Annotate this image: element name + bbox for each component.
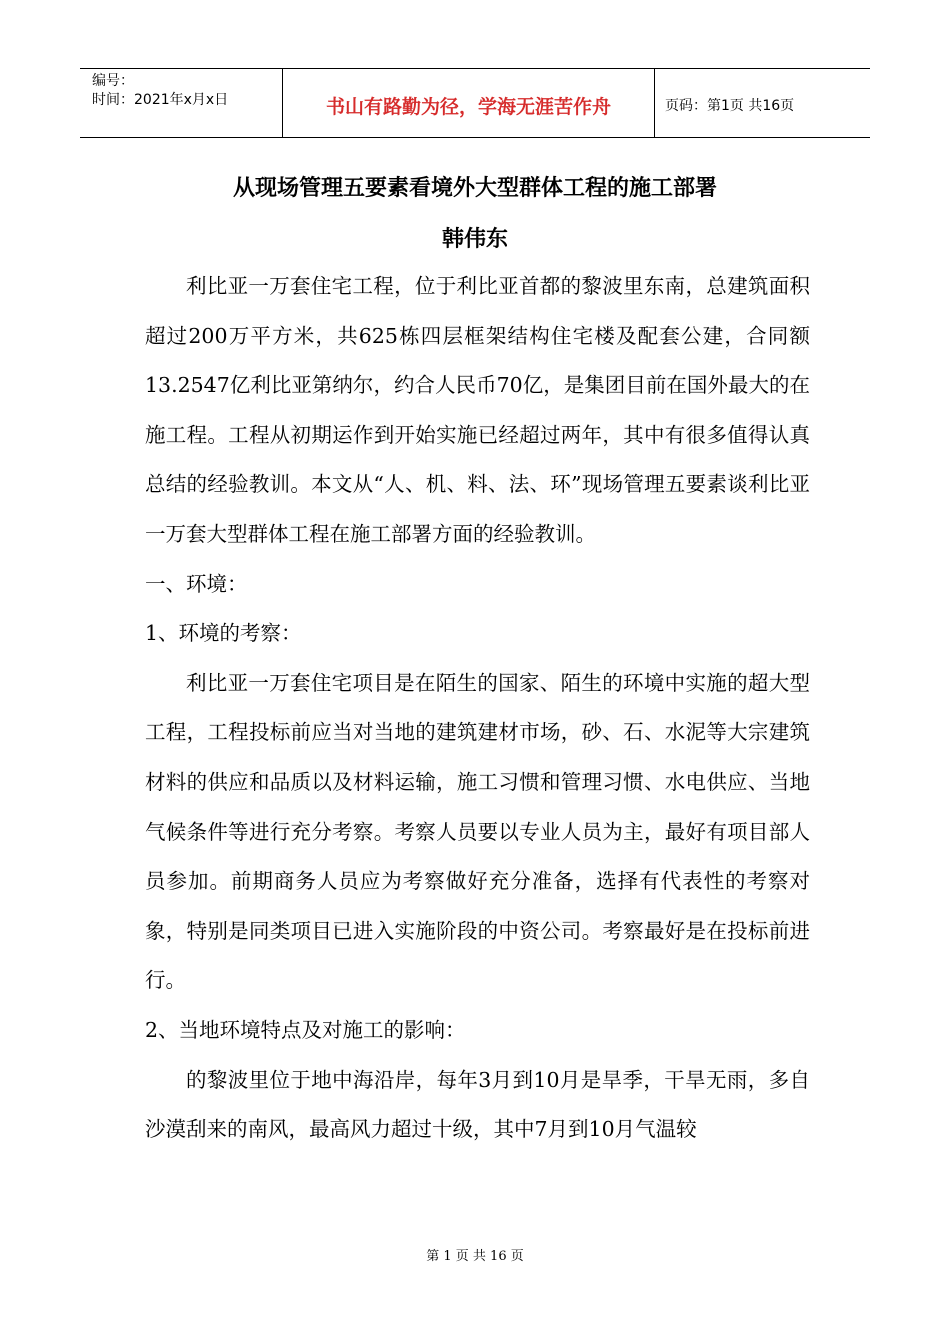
header-info-cell: [80, 69, 283, 137]
paragraph: 的黎波里位于地中海沿岸，每年3月到10月是旱季，干旱无雨，多自沙漠刮来的南风，最高风力超过十级，其中7月到10月气温较: [145, 1067, 810, 1142]
document-title: 从现场管理五要素看境外大型群体工程的施工部署: [232, 176, 717, 201]
paragraph: 利比亚一万套住宅项目是在陌生的国家、陌生的环境中实施的超大型工程，工程投标前应当对当地的建筑建材市场，砂、石、水泥等大宗建筑材料的供应和品质以及材料运输，施工习惯和管理习惯、水电供应、当地气候条件等进行充分考察。考察人员要以专业人员为主，最好有项目部人员参加。前期商务人员应为考察做好充分准备，选择有代表性的考察对象，特别是同类项目已进入实施阶段的中资公司。考察最好是在投标前进行。: [145, 670, 810, 993]
document-body: [145, 262, 810, 1155]
header-table: [80, 68, 870, 138]
paragraph: 利比亚一万套住宅工程，位于利比亚首都的黎波里东南，总建筑面积超过200万平方米，共625栋四层框架结构住宅楼及配套公建，合同额13.2547亿利比亚第纳尔，约合人民币70亿，是集团目前在国外最大的在施工程。工程从初期运作到开始实施已经超过两年，其中有很多值得认真总结的经验教训。本文从“人、机、料、法、环”现场管理五要素谈利比亚一万套大型群体工程在施工部署方面的经验教训。: [145, 274, 810, 546]
header-motto: 书山有路勤为径，学海无涯苦作舟: [283, 69, 655, 137]
document-author: 韩伟东: [441, 227, 508, 252]
header-number-label: 编号：: [92, 73, 134, 89]
header-page-label: 页码：第1页 共16页: [665, 98, 795, 114]
page-footer: 第 1 页 共 16 页: [426, 1249, 524, 1264]
section-heading: 一、环境：: [145, 571, 248, 596]
subsection-heading: 1、环境的考察：: [145, 621, 302, 646]
subsection-heading: 2、当地环境特点及对施工的影响：: [145, 1017, 466, 1042]
header-time-label: 时间：2021年x月x日: [92, 92, 229, 108]
